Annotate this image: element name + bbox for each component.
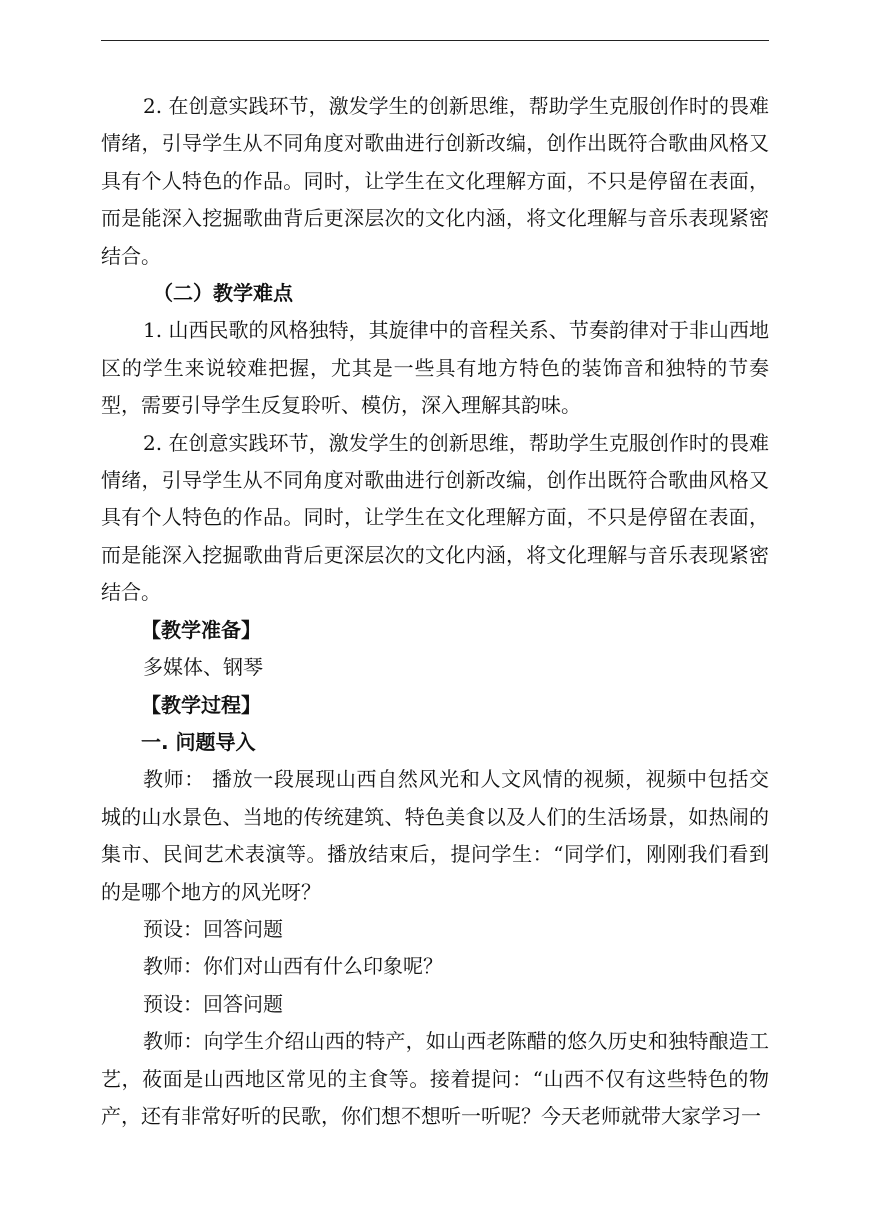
paragraph-teacher-specialties: 教师：向学生介绍山西的特产，如山西老陈醋的悠久历史和独特酿造工艺，莜面是山西地区常见的主食等。接着提问：“山西不仅有这些特色的物产，还有非常好听的民歌，你们想不想听一听呢？今天老师就带大家学习一 <box>101 1029 769 1128</box>
heading-teaching-preparation: 【教学准备】 <box>141 617 261 642</box>
paragraph-shanxi-folk-style: 1. 山西民歌的风格独特，其旋律中的音程关系、节奏韵律对于非山西地区的学生来说较难把握，尤其是一些具有地方特色的装饰音和独特的节奏型，需要引导学生反复聆听、模仿，深入理解其韵味。 <box>101 318 769 418</box>
preset-answer-2: 预设：回答问题 <box>143 991 283 1016</box>
heading-step-question-intro: 一. 问题导入 <box>141 729 256 754</box>
header-rule <box>101 40 769 41</box>
paragraph-creative-practice-1: 2. 在创意实践环节，激发学生的创新思维，帮助学生克服创作时的畏难情绪，引导学生从不同角度对歌曲进行创新改编，创作出既符合歌曲风格又具有个人特色的作品。同时，让学生在文化理解方面，不只是停留在表面，而是能深入挖掘歌曲背后更深层次的文化内涵，将文化理解与音乐表现紧密结合。 <box>101 94 769 268</box>
paragraph-teacher-video: 教师： 播放一段展现山西自然风光和人文风情的视频，视频中包括交城的山水景色、当地的传统建筑、特色美食以及人们的生活场景，如热闹的集市、民间艺术表演等。播放结束后，提问学生：“同学们，刚刚我们看到的是哪个地方的风光呀？ <box>101 767 769 904</box>
teacher-question-impression: 教师：你们对山西有什么印象呢？ <box>143 954 443 979</box>
heading-teaching-difficulties: （二）教学难点 <box>153 281 293 306</box>
preset-answer-1: 预设：回答问题 <box>143 916 283 941</box>
preparation-items: 多媒体、钢琴 <box>143 655 263 680</box>
paragraph-creative-practice-2: 2. 在创意实践环节，激发学生的创新思维，帮助学生克服创作时的畏难情绪，引导学生从不同角度对歌曲进行创新改编，创作出既符合歌曲风格又具有个人特色的作品。同时，让学生在文化理解方面，不只是停留在表面，而是能深入挖掘歌曲背后更深层次的文化内涵，将文化理解与音乐表现紧密结合。 <box>101 430 769 605</box>
document-body <box>101 88 769 1135</box>
heading-teaching-process: 【教学过程】 <box>141 692 261 717</box>
